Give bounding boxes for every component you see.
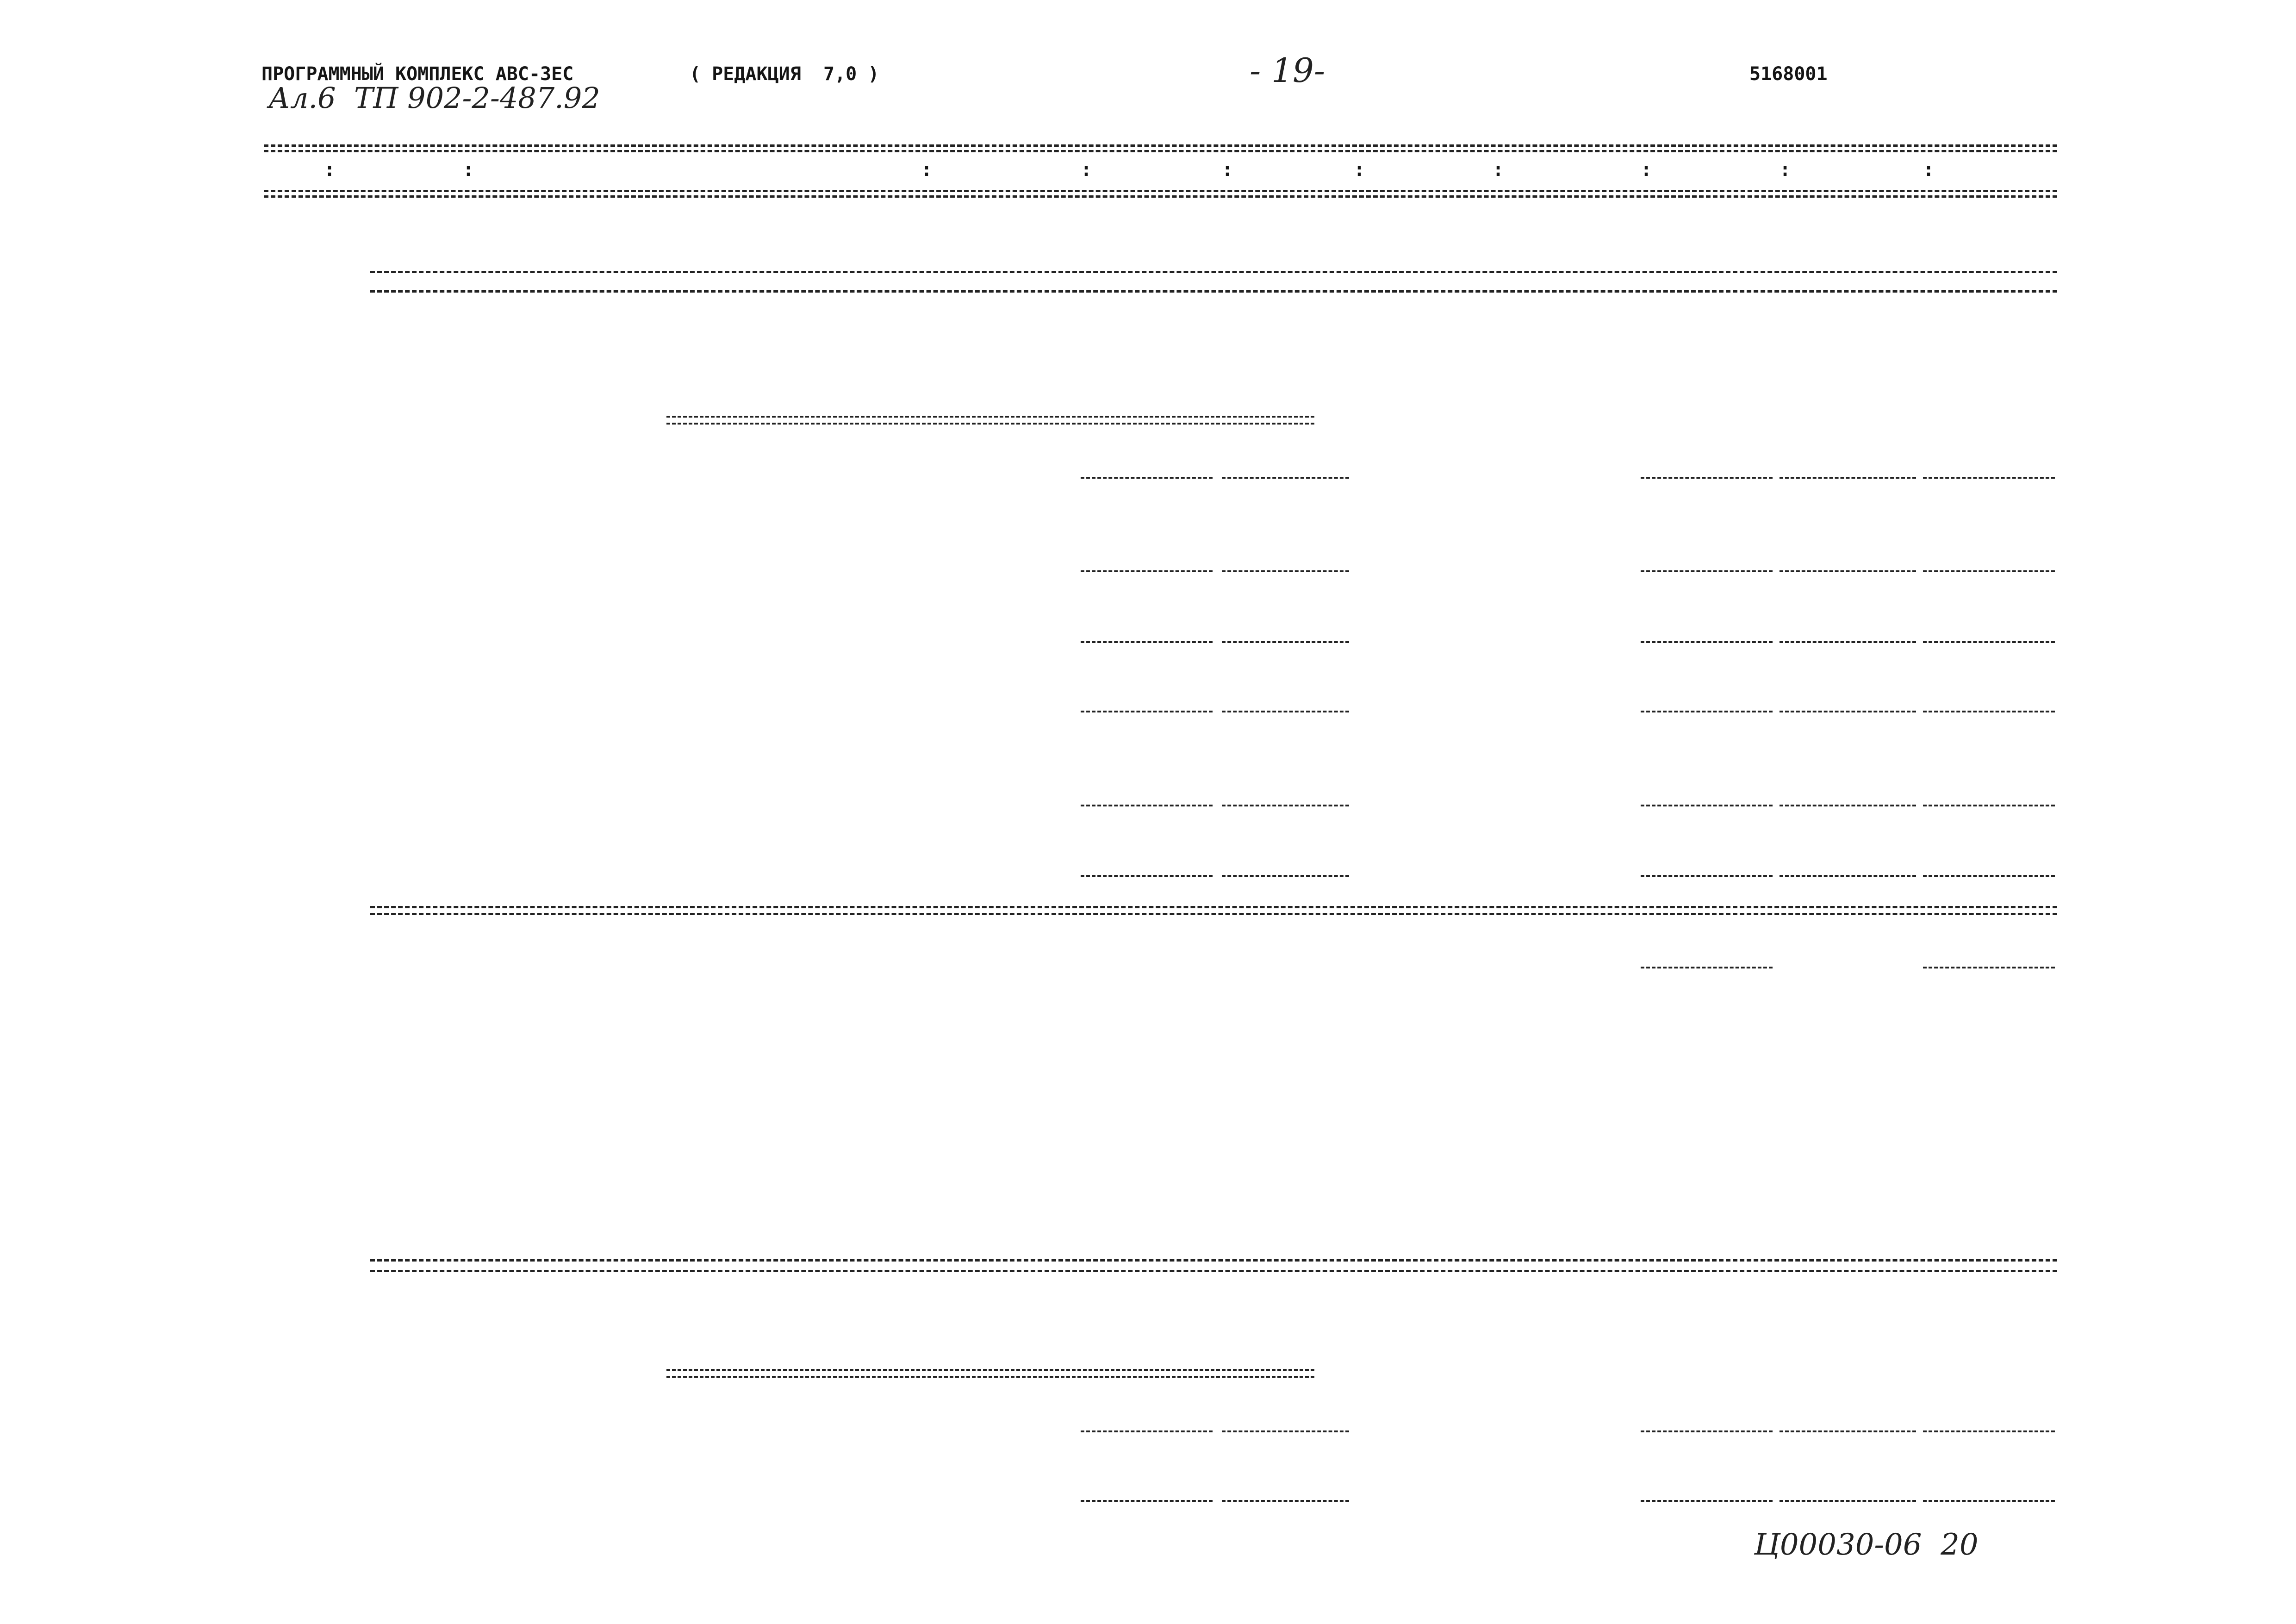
column-separator: : (921, 159, 933, 181)
subtotal-rule (1081, 711, 1213, 712)
subtotal-rule (1222, 477, 1349, 479)
subtotal-rule (1222, 1430, 1349, 1432)
subtotal-rule (1780, 477, 1916, 479)
program-name: ПРОГРАММНЫЙ КОМПЛЕКС АВС-3ЕС (261, 63, 574, 85)
subtotal-rule (1923, 570, 2055, 572)
column-separator: : (324, 159, 336, 181)
section-6-double-rule (666, 416, 1314, 425)
subtotal-rule (1641, 1500, 1773, 1502)
subtotal-rule (1780, 711, 1916, 712)
subtotal-rule (1780, 1500, 1916, 1502)
section-rule (370, 271, 2057, 273)
column-separator: : (1641, 159, 1652, 181)
subtotal-rule (1780, 875, 1916, 877)
header-rule-bottom (264, 190, 2057, 192)
header-rule-bottom-2 (264, 195, 2057, 198)
column-separator: : (1354, 159, 1365, 181)
subtotal-rule (1081, 805, 1213, 806)
subtotal-rule (1923, 477, 2055, 479)
subtotal-rule (1081, 1430, 1213, 1432)
subtotal-rule (1222, 1500, 1349, 1502)
subtotal-rule (1081, 1500, 1213, 1502)
column-separator: : (1923, 159, 1935, 181)
column-separator: : (1081, 159, 1092, 181)
subtotal-rule (1641, 570, 1773, 572)
column-separator: : (463, 159, 474, 181)
page-number: - 19- (1250, 51, 1325, 90)
edition-label: ( РЕДАКЦИЯ 7,0 ) (690, 63, 879, 85)
subtotal-rule (1222, 805, 1349, 806)
subtotal-rule (1641, 711, 1773, 712)
section-rule (370, 290, 2057, 293)
subtotal-rule (1923, 711, 2055, 712)
subtotal-rule (1641, 967, 1773, 968)
subtotal-rule (1222, 570, 1349, 572)
section-rule (370, 1270, 2057, 1272)
subtotal-rule (1641, 805, 1773, 806)
subtotal-rule (1780, 641, 1916, 643)
subtotal-rule (1923, 1430, 2055, 1432)
column-separator: : (1222, 159, 1233, 181)
handwritten-reference: Ал.6 ТП 902-2-487.92 (268, 81, 600, 115)
subtotal-rule (1081, 875, 1213, 877)
subtotal-rule (1780, 1430, 1916, 1432)
handwritten-footer: Ц00030-06 20 (1754, 1528, 1979, 1562)
subtotal-rule (1081, 477, 1213, 479)
column-separator: : (1493, 159, 1504, 181)
subtotal-rule (1641, 875, 1773, 877)
subtotal-rule (1923, 805, 2055, 806)
header-rule-top (264, 144, 2057, 147)
subtotal-rule (1641, 641, 1773, 643)
subtotal-rule (1081, 641, 1213, 643)
subtotal-rule (1641, 477, 1773, 479)
subtotal-rule (1923, 967, 2055, 968)
subtotal-rule (1222, 711, 1349, 712)
subtotal-rule (1081, 570, 1213, 572)
subtotal-rule (1923, 641, 2055, 643)
section-rule (370, 1259, 2057, 1262)
section-rule (370, 913, 2057, 915)
header-rule-top-2 (264, 150, 2057, 152)
subtotal-rule (1222, 641, 1349, 643)
subtotal-rule (1780, 805, 1916, 806)
subtotal-rule (1222, 875, 1349, 877)
column-separator: : (1780, 159, 1791, 181)
subtotal-rule (1780, 570, 1916, 572)
subtotal-rule (1923, 1500, 2055, 1502)
subtotal-rule (1641, 1430, 1773, 1432)
section-7-double-rule (666, 1369, 1314, 1378)
subtotal-rule (1923, 875, 2055, 877)
section-rule (370, 906, 2057, 908)
document-code: 5168001 (1749, 63, 1828, 85)
